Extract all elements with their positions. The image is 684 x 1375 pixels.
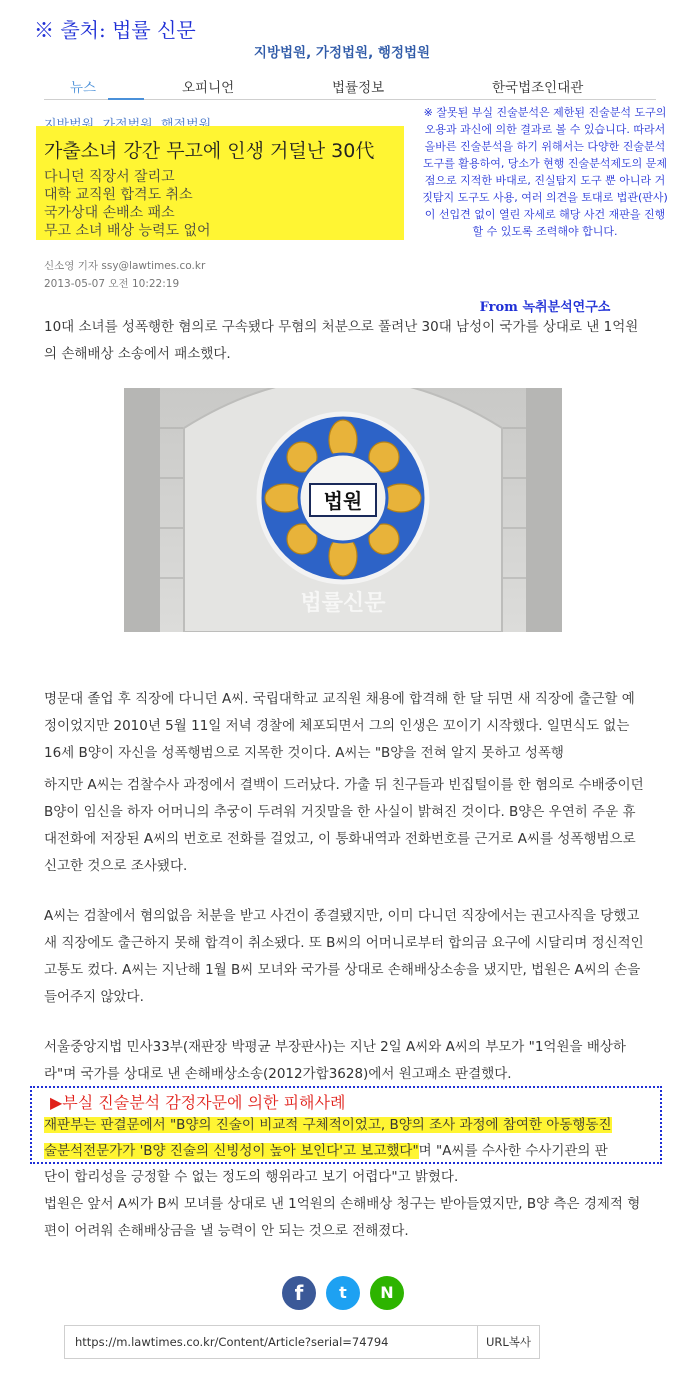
article-url-field[interactable]: https://m.lawtimes.co.kr/Content/Article?serial=74794 xyxy=(64,1325,478,1359)
article-paragraph: 법원은 앞서 A씨가 B씨 모녀를 상대로 낸 1억원의 손해배상 청구는 받아들였지만, B양 측은 경제적 형편이 어려워 손해배상금을 낼 능력이 안 되는 것으로 전해졌다. xyxy=(44,1196,641,1239)
article-paragraph: 10대 소녀를 성폭행한 혐의로 구속됐다 무혐의 처분으로 풀려난 30대 남성이 국가를 상대로 낸 1억원의 손해배상 소송에서 패소했다. xyxy=(44,319,639,362)
plain-text: 며 "A씨를 수사한 수사기관의 판 xyxy=(418,1143,608,1159)
twitter-share-icon[interactable]: t xyxy=(326,1276,360,1310)
highlighted-text: 술분석전문가가 'B양 진술의 신빙성이 높아 보인다'고 보고했다" xyxy=(44,1143,419,1159)
highlighted-line xyxy=(44,1114,612,1136)
article-paragraph: A씨는 검찰에서 혐의없음 처분을 받고 사건이 종결됐지만, 이미 다니던 직장에서는 권고사직을 당했고 새 직장에도 출근하지 못해 합격이 취소됐다. 또 B씨의 어머니로부터 합의금 요구에 시달리며 정신적인 고통도 컸다. A씨는 지난해 1월 B씨 모녀와 국가를 상대로 손해배상소송을 냈지만, 법원은 A씨의 손을 들어주지 않았다. xyxy=(44,908,644,1005)
url-copy-button[interactable]: URL복사 xyxy=(478,1325,540,1359)
article-line: 단이 합리성을 긍정할 수 없는 정도의 행위라고 보기 어렵다"고 밝혔다. xyxy=(44,1169,459,1185)
article-paragraph: 명문대 졸업 후 직장에 다니던 A씨. 국립대학교 교직원 채용에 합격해 한 달 뒤면 새 직장에 출근할 예정이었지만 2010년 5월 11일 저녁 경찰에 체포되면서 그의 인생은 꼬이기 시작했다. 일면식도 없는 16세 B양이 자신을 성폭행범으로 지목한 것이다. A씨는 "B양을 전혀 알지 못하고 성폭행 xyxy=(44,691,635,761)
annotation-note: ※ 잘못된 부실 진술분석은 제한된 진술분석 도구의 오용과 과신에 의한 결과로 볼 수 있습니다. 따라서 올바른 진술분석을 하기 위해서는 다양한 진술분석 도구를 활용하여, 당소가 현행 진술분석제도의 문제점으로 지적한 바대로, 진실탐지 도구 뿐 아니라 거짓탐지 도구도 사용, 여러 의견을 토대로 법관(판사)이 선입견 없이 열린 자세로 해당 사건 재판을 진행할 수 있도록 조력해야 합니다. xyxy=(422,106,668,238)
article-date: 2013-05-07 오전 10:22:19 xyxy=(44,278,180,290)
article-paragraph: 하지만 A씨는 검찰수사 과정에서 결백이 드러났다. 가출 뒤 친구들과 빈집털이를 한 혐의로 수배중이던 B양이 임신을 하자 어머니의 추궁이 두려워 거짓말을 한 사실이 밝혀진 것이다. B양은 우연히 주운 휴대전화에 저장된 A씨의 번호로 전화를 걸었고, 이 통화내역과 전화번호를 근거로 A씨를 성폭행범으로 신고한 것으로 조사됐다. xyxy=(44,777,644,874)
image-watermark: 법률신문 xyxy=(300,591,386,616)
nav-tab-news[interactable]: 뉴스 xyxy=(70,80,97,96)
highlighted-line xyxy=(44,1140,608,1162)
case-callout-heading: ▶부실 진술분석 감정자문에 의한 피해사례 xyxy=(50,1093,346,1112)
article-paragraph: 서울중앙지법 민사33부(재판장 박평균 부장판사)는 지난 2일 A씨와 A씨의 부모가 "1억원을 배상하라"며 국가를 상대로 낸 손해배상소송(2012가합3628)에서 원고패소 판결했다. xyxy=(44,1039,626,1082)
nav-active-indicator xyxy=(108,98,144,100)
nav-tab-opinion[interactable]: 오피니언 xyxy=(182,80,235,96)
naver-share-icon[interactable]: N xyxy=(370,1276,404,1310)
facebook-share-icon[interactable]: f xyxy=(282,1276,316,1310)
annotation-from: From 녹취분석연구소 xyxy=(479,300,611,315)
nav-tab-legal-info[interactable]: 법률정보 xyxy=(332,80,385,96)
article-subtitle: 무고 소녀 배상 능력도 없어 xyxy=(44,223,211,239)
article-headline: 가출소녀 강간 무고에 인생 거덜난 30代 xyxy=(44,140,375,162)
nav-tab-lawyer-directory[interactable]: 한국법조인대관 xyxy=(492,80,584,96)
top-nav xyxy=(44,70,656,100)
section-title[interactable]: 지방법원, 가정법원, 행정법원 xyxy=(253,45,431,61)
source-note: ※ 출처: 법률 신문 xyxy=(34,18,196,42)
article-byline: 신소영 기자 ssy@lawtimes.co.kr xyxy=(44,260,206,272)
article-subtitle: 다니던 직장서 잘리고 xyxy=(44,169,175,185)
highlighted-text: 재판부는 판결문에서 "B양의 진술이 비교적 구체적이었고, B양의 조사 과정에 참여한 아동행동진 xyxy=(44,1117,612,1133)
article-subtitle: 국가상대 손배소 패소 xyxy=(44,205,175,221)
image-sign-text: 법원 xyxy=(323,489,363,513)
article-subtitle: 대학 교직원 합격도 취소 xyxy=(44,187,193,203)
court-photo xyxy=(124,388,562,632)
